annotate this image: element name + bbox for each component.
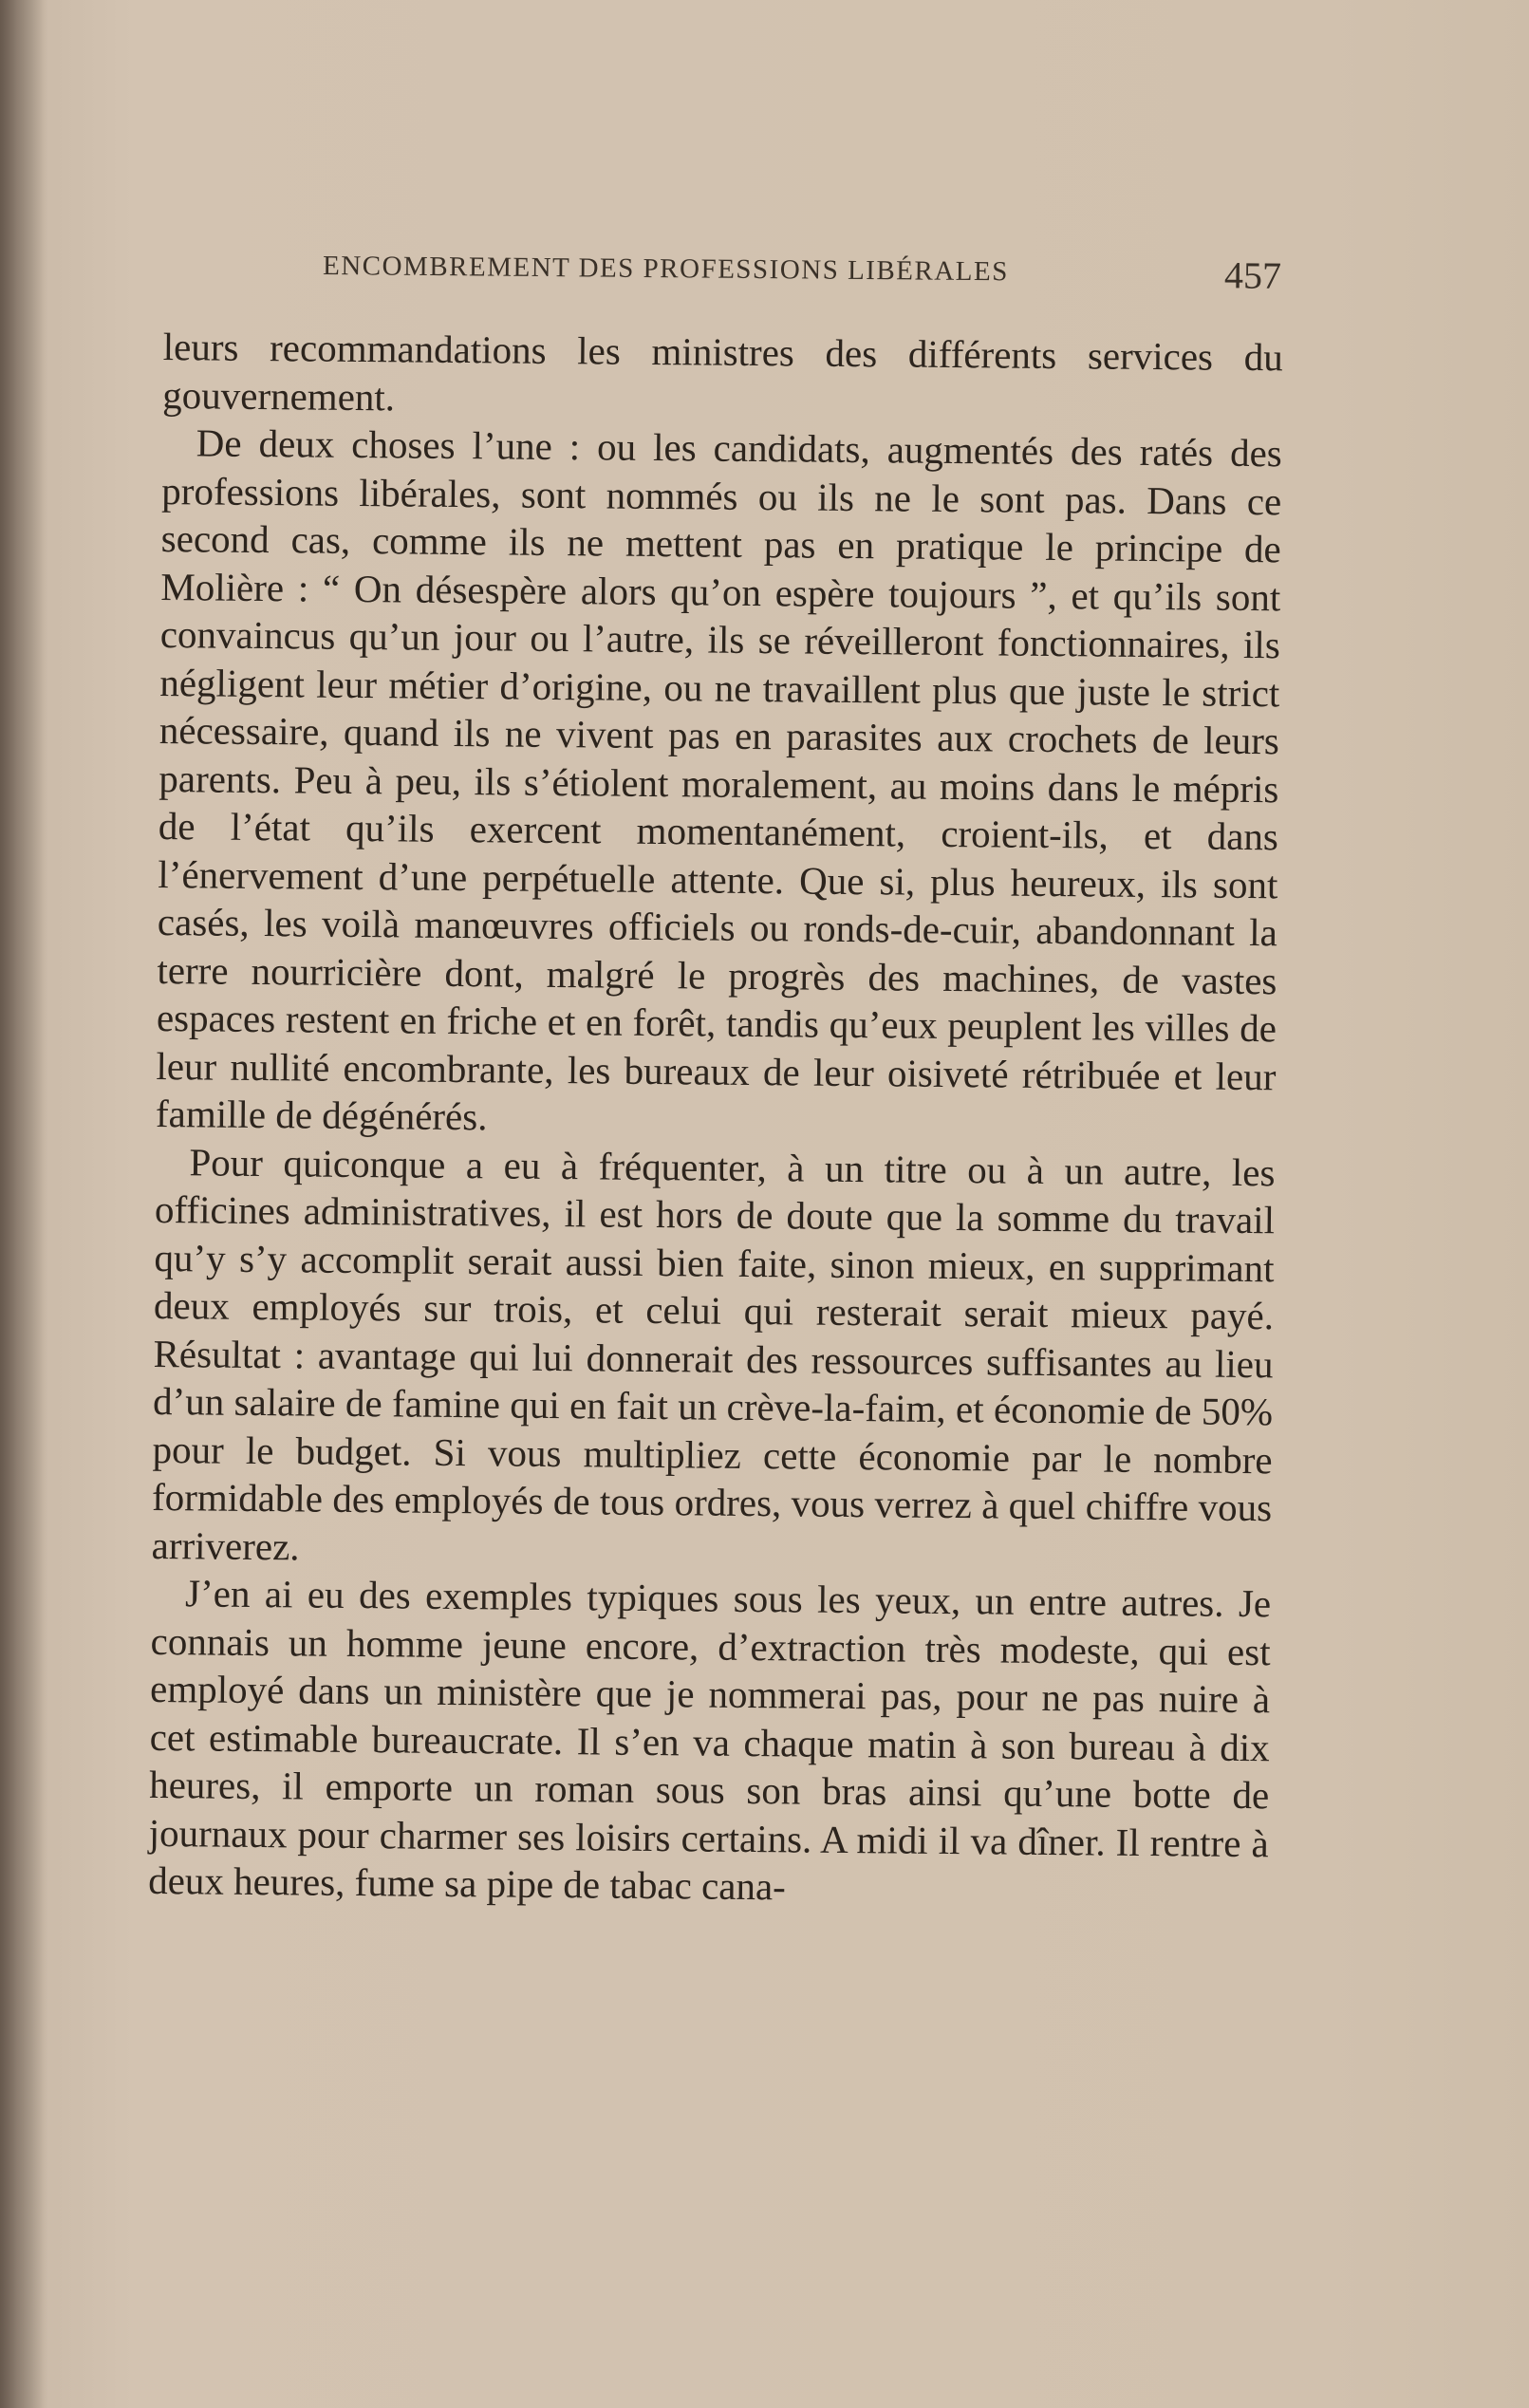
paragraph-3: Pour quiconque a eu à fréquenter, à un titre ou à un autre, les officines administratives, il est hors de doute que la somme du travail qu’y s’y accomplit serait aussi bien faite, sinon mieux, en supprimant deux employés sur trois, et celui qui resterait serait mieux payé. Résultat : avantage qui lui donnerait des ressources suffisantes au lieu d’un salaire de famine qui en fait un crève-la-faim, et économie de 50% pour le budget. Si vous multipliez cette économie par le nombre formidable des employés de tous ordres, vous verrez à quel chiffre vous arriverez. (151, 1139, 1276, 1568)
running-title: ENCOMBREMENT DES PROFESSIONS LIBÉRALES (322, 251, 1009, 288)
paragraph-1: leurs recommandations les ministres des différents services du gouvernement. (162, 324, 1283, 419)
paragraph-4: J’en ai eu des exemples typiques sous les yeux, un entre autres. Je connais un homme jeune encore, d’extraction très modeste, qui est employé dans un ministère que je nommerai pas, pour ne pas nuire à cet estimable bureaucrate. Il s’en va chaque matin à son bureau à dix heures, il emporte un roman sous son bras ainsi qu’une botte de journaux pour charmer ses loisirs certains. A midi il va dîner. Il rentre à deux heures, fume sa pipe de tabac cana- (148, 1571, 1272, 1909)
page-header (323, 245, 1281, 310)
binding-gutter-shadow (0, 0, 47, 2408)
paragraph-2: De deux choses l’une : ou les candidats, augmentés des ratés des professions libérales, sont nommés ou ils ne le sont pas. Dans ce second cas, comme ils ne mettent pas en pratique le principe de Molière : “ On désespère alors qu’on espère toujours ”, et qu’ils sont convaincus qu’un jour ou l’autre, ils se réveilleront fonctionnaires, ils négligent leur métier d’origine, ou ne travaillent plus que juste le strict nécessaire, quand ils ne vivent pas en parasites aux crochets de leurs parents. Peu à peu, ils s’étiolent moralement, au moins dans le mépris de l’état qu’ils exercent momentanément, croient-ils, et dans l’énervement d’une perpétuelle attente. Que si, plus heureux, ils sont casés, les voilà manœuvres officiels ou ronds-de-cuir, abandonnant la terre nourricière dont, malgré le progrès des machines, de vastes espaces restent en friche et en forêt, tandis qu’eux peuplent les villes de leur nullité encombrante, les bureaux de leur oisiveté rétribuée et leur famille de dégénérés. (155, 420, 1282, 1139)
body-text (148, 323, 1283, 1915)
page-number: 457 (1223, 253, 1282, 297)
